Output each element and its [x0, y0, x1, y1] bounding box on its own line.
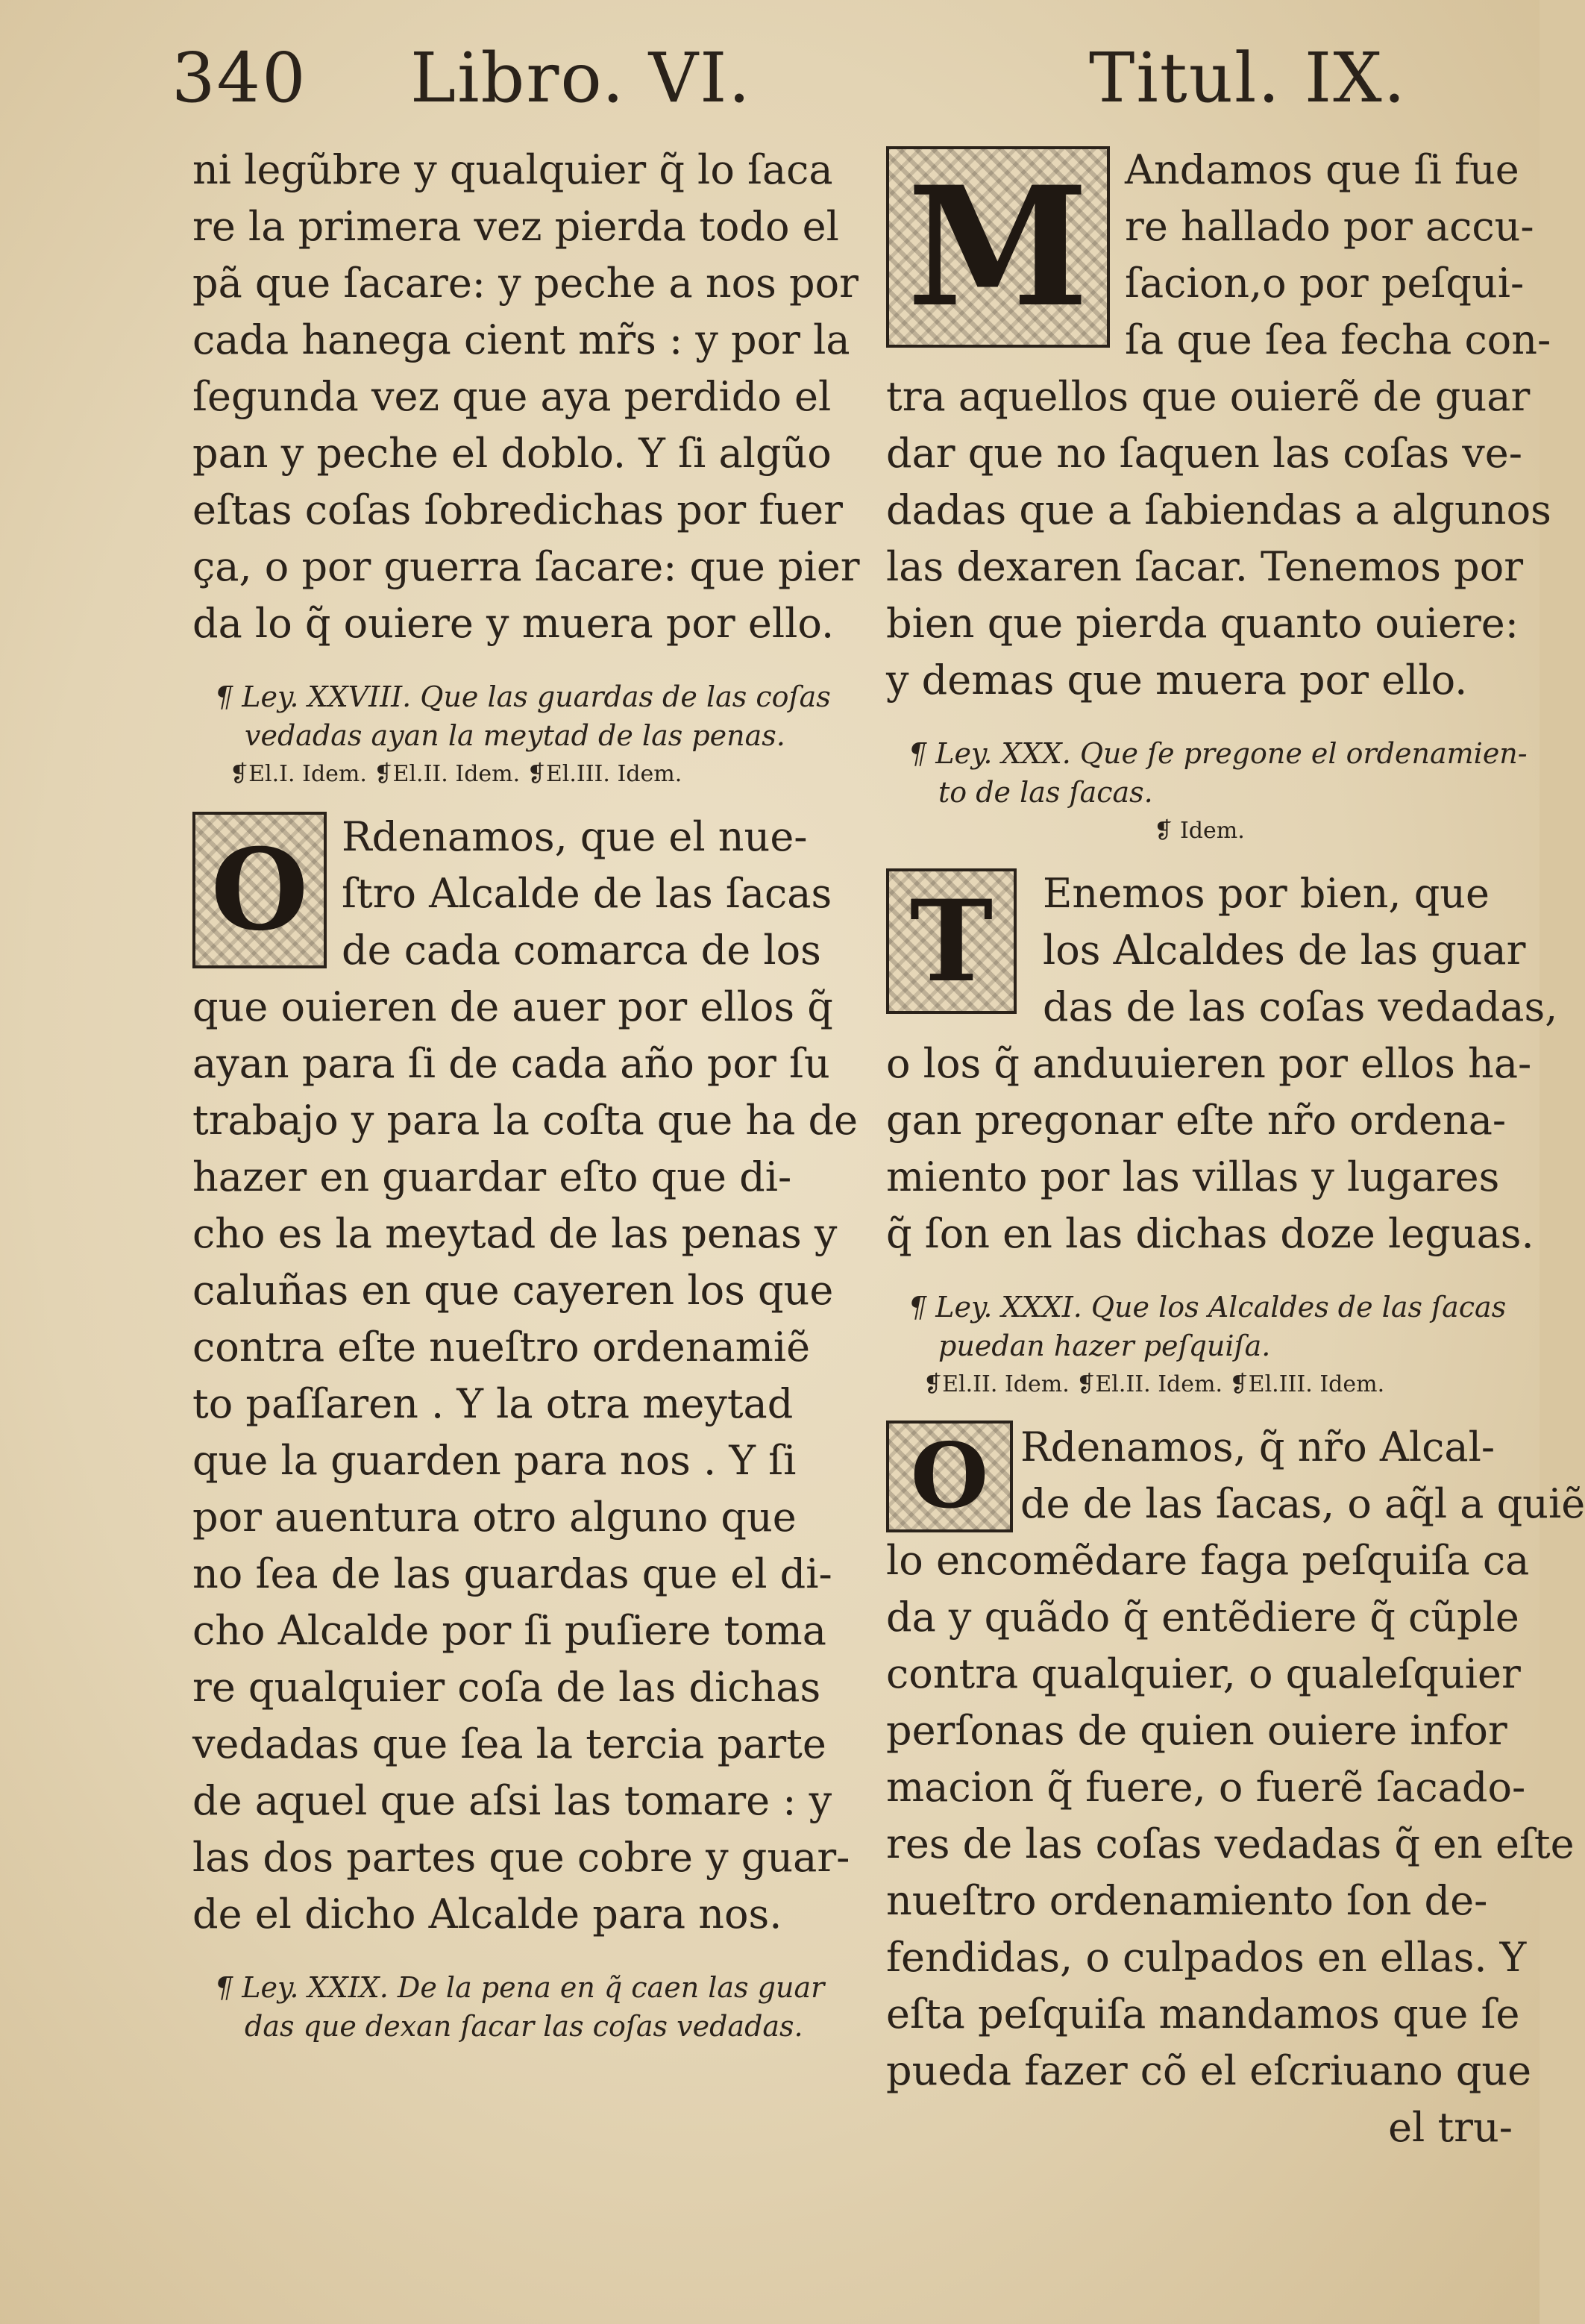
law28-body — [192, 809, 859, 1943]
text-line: las dexaren ſacar. Tenemos por — [886, 543, 1524, 590]
text-line: los Alcaldes de las guar — [1043, 927, 1526, 974]
text-line: gan pregonar eſte nr̃o ordena- — [886, 1097, 1507, 1144]
text-line: ayan para ſi de cada año por ſu — [192, 1040, 830, 1087]
text-line: to paſſaren . Y la otra meytad — [192, 1380, 794, 1427]
text-line: fendidas, o culpados en ellas. Y — [886, 1934, 1527, 1981]
decorated-initial: M — [886, 146, 1110, 348]
text-line: y demas que muera por ello. — [886, 657, 1468, 704]
law-heading-continued: to de las ſacas. — [938, 776, 1153, 809]
text-line: lo encomẽdare faga peſquiſa ca — [886, 1537, 1530, 1584]
text-line: cho es la meytad de las penas y — [192, 1210, 838, 1257]
law-heading: ¶ Ley. XXVIII. Que las guardas de las coſas — [215, 680, 831, 713]
text-line: das de las coſas vedadas, — [1043, 983, 1558, 1030]
text-line: de el dicho Alcalde para nos. — [192, 1891, 782, 1938]
text-line: Enemos por bien, que — [1043, 870, 1490, 917]
text-line: ni legũbre y qualquier q̃ lo ſaca — [192, 146, 833, 193]
law-heading-continued: puedan hazer peſquiſa. — [938, 1329, 1271, 1362]
text-line: contra qualquier, o qualeſquier — [886, 1650, 1521, 1697]
text-line: hazer en guardar eſto que di- — [192, 1153, 792, 1200]
catchword: el tru- — [1388, 2104, 1513, 2151]
text-line: res de las coſas vedadas q̃ en eſte — [886, 1820, 1575, 1867]
running-head-book: Libro. VI. — [410, 38, 752, 118]
text-line: da y quãdo q̃ entẽdiere q̃ cũple — [886, 1594, 1519, 1641]
law27-end — [886, 142, 1551, 709]
text-line: ſa que ſea fecha con- — [1125, 316, 1551, 363]
text-line: Andamos que ſi fue — [1125, 146, 1519, 193]
running-head-title: Titul. IX. — [1089, 38, 1407, 118]
text-line: eſtas coſas ſobredichas por fuer — [192, 486, 843, 533]
text-line: cho Alcalde por ſi puſiere toma — [192, 1607, 826, 1654]
text-line: pan y peche el doblo. Y ſi algũo — [192, 430, 832, 477]
text-line: macion q̃ fuere, o fuerẽ ſacado- — [886, 1764, 1526, 1811]
text-line: tra aquellos que ouierẽ de guar — [886, 373, 1531, 420]
law31-body — [886, 1419, 1585, 2156]
text-line: de aquel que aſsi las tomare : y — [192, 1777, 832, 1824]
law-heading: ¶ Ley. XXIX. De la pena en q̃ caen las guar — [215, 1971, 825, 2004]
right-column — [886, 142, 1585, 2156]
text-line: Rdenamos, q̃ nr̃o Alcal- — [1020, 1423, 1495, 1470]
text-line: bien que pierda quanto ouiere: — [886, 600, 1519, 647]
law-heading-continued: vedadas ayan la meytad de las penas. — [245, 719, 785, 752]
text-line: ſacion,o por peſqui- — [1125, 260, 1525, 307]
text-line: ça, o por guerra ſacare: que pier — [192, 543, 860, 590]
text-line: que la guarden para nos . Y ſi — [192, 1437, 797, 1484]
text-line: cada hanega cient mr̃s : y por la — [192, 316, 850, 363]
folio-number: 340 — [172, 38, 307, 118]
text-line: trabajo y para la coſta que ha de — [192, 1097, 859, 1144]
text-line: ſegunda vez que aya perdido el — [192, 373, 832, 420]
left-column — [192, 142, 860, 2046]
law27-continuation — [192, 142, 860, 652]
law-heading-continued: das que dexan ſacar las coſas vedadas. — [245, 2010, 803, 2043]
text-line: no ſea de las guardas que el di- — [192, 1550, 832, 1597]
text-line: miento por las villas y lugares — [886, 1153, 1500, 1200]
text-line: dadas que a ſabiendas a algunos — [886, 486, 1551, 533]
text-line: contra eſte nueſtro ordenamiẽ — [192, 1324, 811, 1371]
law30-body — [886, 865, 1558, 1262]
text-line: las dos partes que cobre y guar- — [192, 1834, 850, 1881]
decorated-initial: T — [886, 868, 1017, 1014]
text-line: de de las ſacas, o aq̃l a quiẽ — [1020, 1480, 1585, 1527]
concordance-note: ❡El.II. Idem. ❡El.II. Idem. ❡El.III. Idem. — [923, 1371, 1385, 1397]
text-line: da lo q̃ ouiere y muera por ello. — [192, 600, 835, 647]
law-heading: ¶ Ley. XXX. Que ſe pregone el ordenamien- — [908, 737, 1528, 770]
text-line: re qualquier coſa de las dichas — [192, 1664, 821, 1711]
decorated-initial: O — [192, 812, 327, 968]
text-line: ſtro Alcalde de las ſacas — [342, 870, 832, 917]
text-line: eſta peſquiſa mandamos que ſe — [886, 1991, 1520, 2038]
text-line: re hallado por accu- — [1125, 203, 1534, 250]
law-heading: ¶ Ley. XXXI. Que los Alcaldes de las ſacas — [908, 1291, 1507, 1324]
text-line: vedadas que ſea la tercia parte — [192, 1720, 826, 1767]
text-line: nueſtro ordenamiento ſon de- — [886, 1877, 1488, 1924]
text-line: dar que no ſaquen las coſas ve- — [886, 430, 1522, 477]
text-line: perſonas de quien ouiere infor — [886, 1707, 1507, 1754]
text-line: q̃ ſon en las dichas doze leguas. — [886, 1210, 1534, 1257]
text-line: pã que ſacare: y peche a nos por — [192, 260, 859, 307]
text-line: re la primera vez pierda todo el — [192, 203, 839, 250]
text-line: por auentura otro alguno que — [192, 1494, 797, 1541]
concordance-note: ❡ Idem. — [1154, 818, 1245, 844]
text-line: pueda fazer cõ el eſcriuano que — [886, 2047, 1532, 2094]
page-header — [172, 37, 1410, 119]
text-line: caluñas en que cayeren los que — [192, 1267, 834, 1314]
text-line: que ouieren de auer por ellos q̃ — [192, 983, 833, 1030]
concordance-note: ❡El.I. Idem. ❡El.II. Idem. ❡El.III. Idem. — [230, 761, 682, 787]
text-line: Rdenamos, que el nue- — [342, 813, 808, 860]
decorated-initial: O — [886, 1421, 1013, 1532]
text-line: de cada comarca de los — [342, 927, 821, 974]
text-line: o los q̃ anduuieren por ellos ha- — [886, 1040, 1532, 1087]
